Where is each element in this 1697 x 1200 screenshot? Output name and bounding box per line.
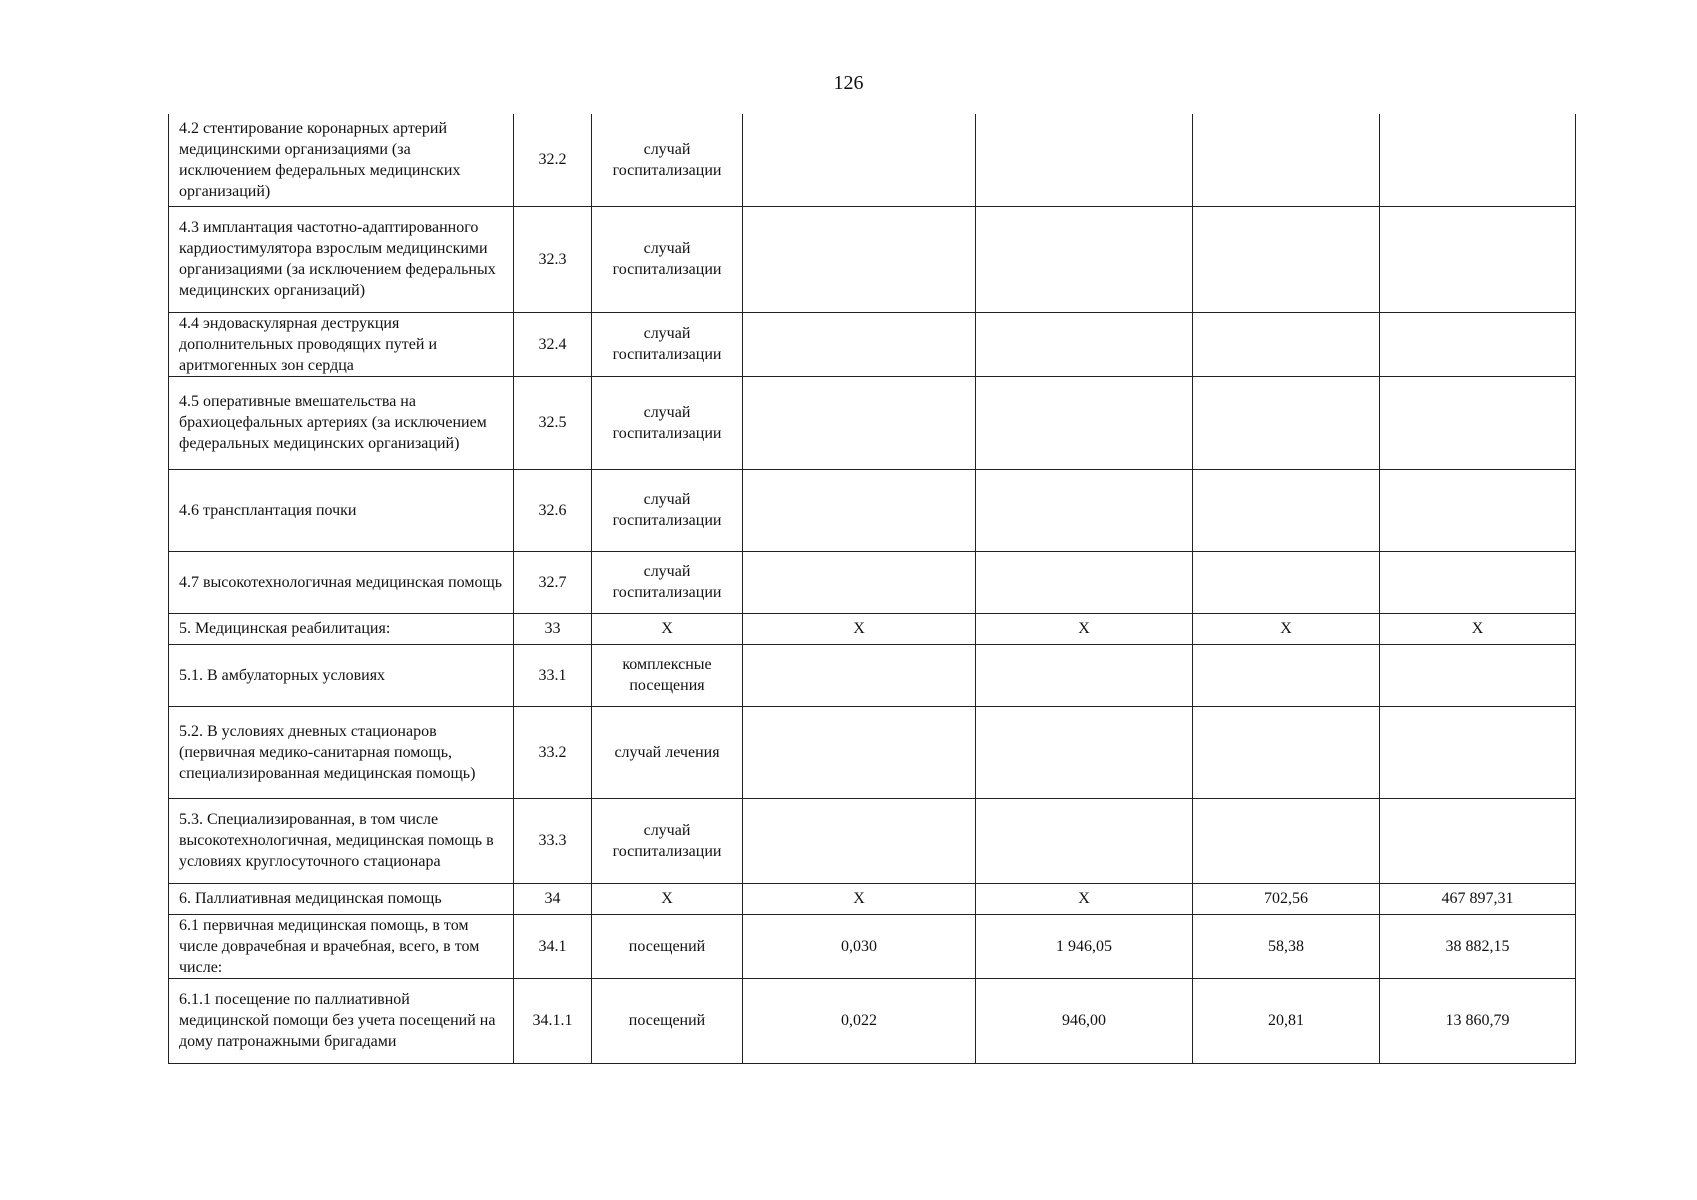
- row-value-cell-7: [1380, 376, 1576, 469]
- table-row: [169, 644, 1576, 706]
- row-value-cell-6: [1193, 312, 1380, 376]
- row-code-cell: 32.3: [514, 206, 592, 312]
- row-value-cell-5: [976, 312, 1193, 376]
- row-code-cell: 32.2: [514, 114, 592, 206]
- table-row: [169, 206, 1576, 312]
- row-value-cell-5: Х: [976, 613, 1193, 644]
- row-value-cell-5: Х: [976, 883, 1193, 914]
- row-value-cell-6: [1193, 376, 1380, 469]
- row-name-cell: 6.1 первичная медицинская помощь, в том числе доврачебная и врачебная, всего, в том числе:: [169, 914, 514, 978]
- page-number: 126: [833, 72, 864, 94]
- row-value-cell-5: 1 946,05: [976, 914, 1193, 978]
- row-value-cell-4: [743, 644, 976, 706]
- row-name-cell: 4.7 высокотехнологичная медицинская помощь: [169, 551, 514, 613]
- row-name-cell: 4.5 оперативные вмешательства на брахиоцефальных артериях (за исключением федеральных медицинских организаций): [169, 376, 514, 469]
- row-name-cell: 4.6 трансплантация почки: [169, 469, 514, 551]
- row-unit-cell: Х: [592, 613, 743, 644]
- row-code-cell: 32.4: [514, 312, 592, 376]
- row-value-cell-7: [1380, 798, 1576, 883]
- row-value-cell-6: [1193, 114, 1380, 206]
- row-value-cell-6: [1193, 551, 1380, 613]
- row-value-cell-4: Х: [743, 613, 976, 644]
- row-value-cell-6: [1193, 798, 1380, 883]
- report-table: [168, 114, 1576, 1064]
- row-unit-cell: посещений: [592, 978, 743, 1063]
- row-value-cell-7: 467 897,31: [1380, 883, 1576, 914]
- row-value-cell-5: [976, 469, 1193, 551]
- row-code-cell: 34: [514, 883, 592, 914]
- row-value-cell-7: [1380, 706, 1576, 798]
- row-value-cell-4: [743, 798, 976, 883]
- table-row: [169, 613, 1576, 644]
- row-name-cell: 6. Паллиативная медицинская помощь: [169, 883, 514, 914]
- row-unit-cell: случай госпитализации: [592, 376, 743, 469]
- row-code-cell: 32.6: [514, 469, 592, 551]
- row-value-cell-5: [976, 706, 1193, 798]
- row-value-cell-4: [743, 376, 976, 469]
- row-name-cell: 5. Медицинская реабилитация:: [169, 613, 514, 644]
- row-unit-cell: случай госпитализации: [592, 312, 743, 376]
- row-value-cell-4: [743, 114, 976, 206]
- row-value-cell-5: [976, 114, 1193, 206]
- row-unit-cell: комплексные посещения: [592, 644, 743, 706]
- row-value-cell-6: [1193, 469, 1380, 551]
- row-value-cell-5: [976, 206, 1193, 312]
- row-name-cell: 5.1. В амбулаторных условиях: [169, 644, 514, 706]
- row-code-cell: 33.3: [514, 798, 592, 883]
- row-unit-cell: случай госпитализации: [592, 798, 743, 883]
- table-row: [169, 706, 1576, 798]
- row-value-cell-7: [1380, 644, 1576, 706]
- row-value-cell-4: [743, 206, 976, 312]
- row-value-cell-7: [1380, 312, 1576, 376]
- row-unit-cell: посещений: [592, 914, 743, 978]
- row-value-cell-4: [743, 312, 976, 376]
- row-value-cell-7: [1380, 551, 1576, 613]
- table-row: [169, 978, 1576, 1063]
- row-value-cell-6: [1193, 706, 1380, 798]
- row-value-cell-6: Х: [1193, 613, 1380, 644]
- table-row: [169, 376, 1576, 469]
- row-value-cell-5: 946,00: [976, 978, 1193, 1063]
- row-value-cell-5: [976, 551, 1193, 613]
- row-value-cell-6: 702,56: [1193, 883, 1380, 914]
- row-name-cell: 5.3. Специализированная, в том числе высокотехнологичная, медицинская помощь в условиях круглосуточного стационара: [169, 798, 514, 883]
- row-value-cell-6: [1193, 644, 1380, 706]
- row-unit-cell: случай госпитализации: [592, 551, 743, 613]
- table-row: [169, 883, 1576, 914]
- row-value-cell-7: [1380, 114, 1576, 206]
- row-value-cell-4: [743, 706, 976, 798]
- row-name-cell: 4.4 эндоваскулярная деструкция дополнительных проводящих путей и аритмогенных зон сердца: [169, 312, 514, 376]
- table-row: [169, 114, 1576, 206]
- row-value-cell-4: [743, 469, 976, 551]
- row-code-cell: 33: [514, 613, 592, 644]
- table-row: [169, 798, 1576, 883]
- row-name-cell: 6.1.1 посещение по паллиативной медицинской помощи без учета посещений на дому патронажными бригадами: [169, 978, 514, 1063]
- table-body: [169, 114, 1576, 1063]
- row-name-cell: 4.3 имплантация частотно-адаптированного кардиостимулятора взрослым медицинскими организациями (за исключением федеральных медицинских организаций): [169, 206, 514, 312]
- row-value-cell-4: Х: [743, 883, 976, 914]
- table-row: [169, 914, 1576, 978]
- row-value-cell-5: [976, 644, 1193, 706]
- table-row: [169, 312, 1576, 376]
- row-value-cell-7: [1380, 469, 1576, 551]
- row-value-cell-7: [1380, 206, 1576, 312]
- row-unit-cell: Х: [592, 883, 743, 914]
- row-value-cell-7: Х: [1380, 613, 1576, 644]
- row-name-cell: 5.2. В условиях дневных стационаров (первичная медико-санитарная помощь, специализированная медицинская помощь): [169, 706, 514, 798]
- row-unit-cell: случай лечения: [592, 706, 743, 798]
- row-code-cell: 32.7: [514, 551, 592, 613]
- row-unit-cell: случай госпитализации: [592, 206, 743, 312]
- row-value-cell-4: [743, 551, 976, 613]
- row-code-cell: 34.1: [514, 914, 592, 978]
- row-value-cell-7: 38 882,15: [1380, 914, 1576, 978]
- row-code-cell: 34.1.1: [514, 978, 592, 1063]
- row-unit-cell: случай госпитализации: [592, 114, 743, 206]
- row-code-cell: 33.1: [514, 644, 592, 706]
- row-unit-cell: случай госпитализации: [592, 469, 743, 551]
- row-value-cell-6: 20,81: [1193, 978, 1380, 1063]
- row-value-cell-6: 58,38: [1193, 914, 1380, 978]
- row-value-cell-5: [976, 376, 1193, 469]
- row-code-cell: 32.5: [514, 376, 592, 469]
- row-name-cell: 4.2 стентирование коронарных артерий медицинскими организациями (за исключением федеральных медицинских организаций): [169, 114, 514, 206]
- table-row: [169, 551, 1576, 613]
- table-row: [169, 469, 1576, 551]
- row-value-cell-7: 13 860,79: [1380, 978, 1576, 1063]
- row-value-cell-5: [976, 798, 1193, 883]
- row-code-cell: 33.2: [514, 706, 592, 798]
- row-value-cell-6: [1193, 206, 1380, 312]
- row-value-cell-4: 0,030: [743, 914, 976, 978]
- row-value-cell-4: 0,022: [743, 978, 976, 1063]
